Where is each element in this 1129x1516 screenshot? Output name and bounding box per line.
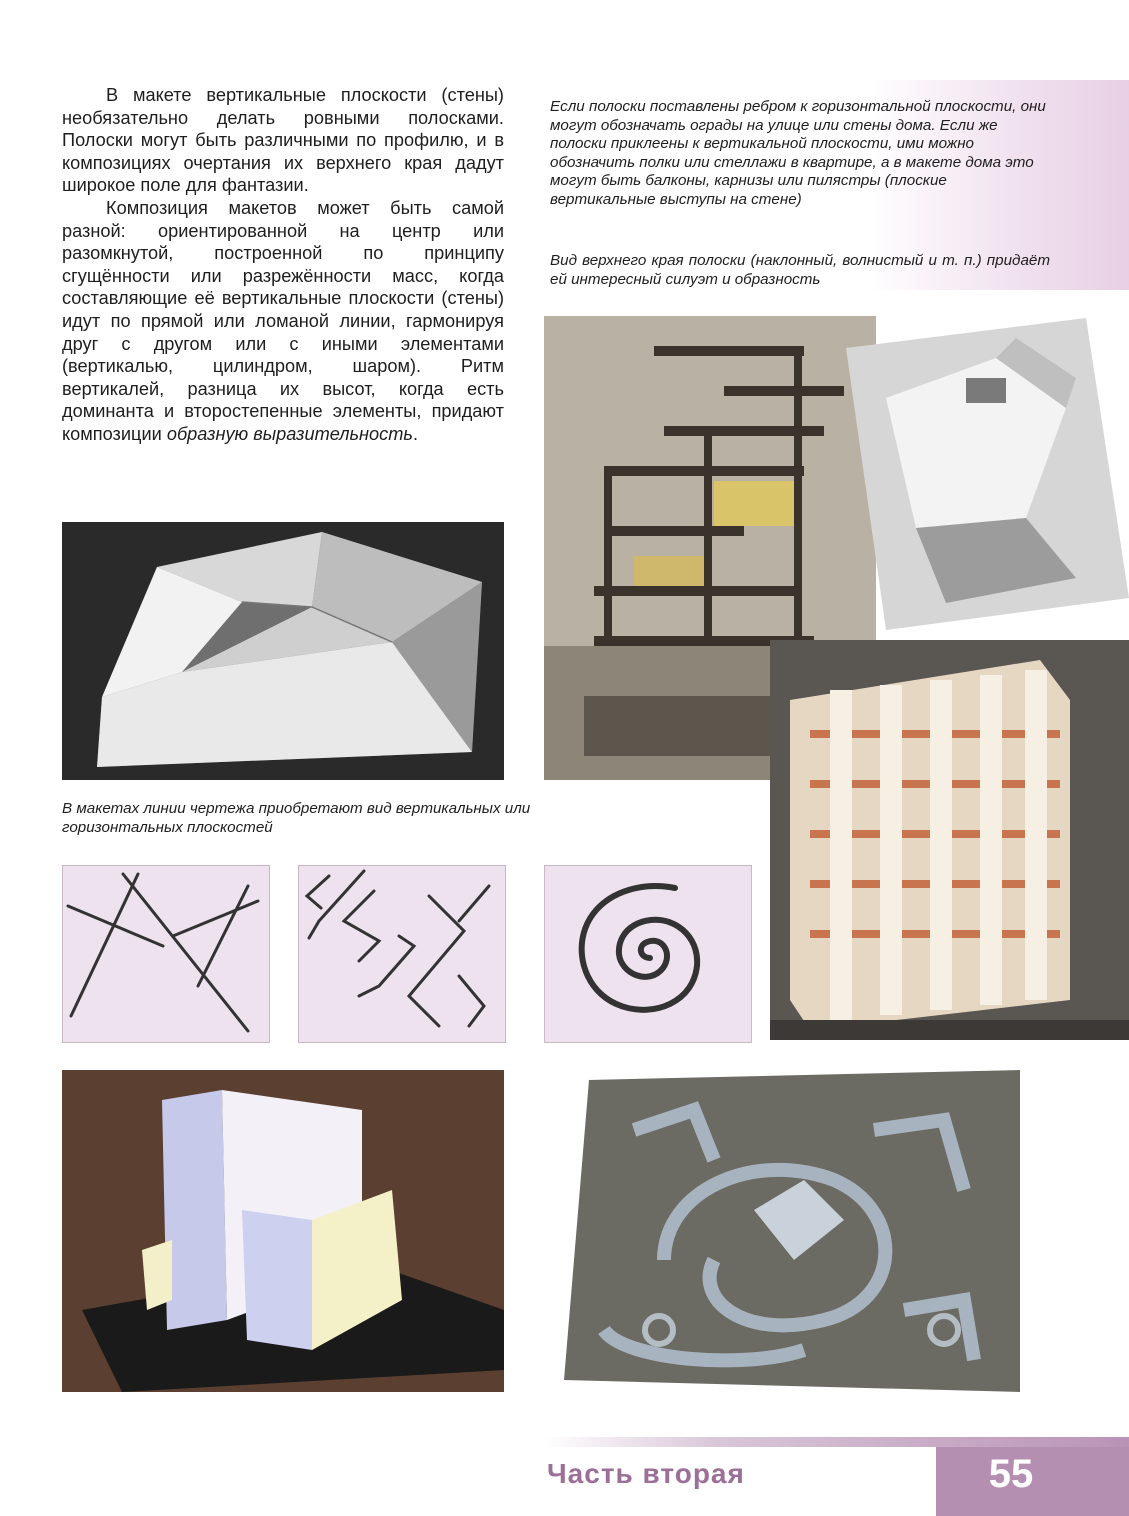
photo-tower-model (770, 640, 1129, 1040)
caption-middle-left: В макетах линии чертежа приобретают вид вертикальных или горизонтальных плоскостей (62, 800, 531, 836)
section-title: Часть вторая (547, 1458, 745, 1489)
paragraph-2-end: . (412, 423, 419, 444)
photo-spiral-model (544, 1070, 1020, 1392)
photo-wall-model (62, 1070, 504, 1392)
paragraph-2 (62, 197, 504, 446)
photo-folded-paper (62, 522, 504, 780)
photo-white-model (846, 318, 1129, 630)
diagram-spiral (544, 865, 752, 1043)
body-text (62, 84, 504, 446)
paragraph-2-emphasis: образную выразительность (166, 423, 413, 444)
page-number: 55 (988, 1452, 1034, 1496)
caption-right-top: Если полоски поставлены ребром к горизонтальной плоскости, они могут обозначать ограды на улице или стены дома. Если же полоски приклеены к вертикальной плоскости, ими можно обозначить полки или стеллажи в квартире, а в макете дома это могут быть балконы, карнизы или пилястры (плоские вертикальные выступы на стене) (550, 98, 1046, 208)
diagram-zigzag-lines (298, 865, 506, 1043)
footer-bar (544, 1437, 1129, 1447)
paragraph-1: В макете вертикальные плоскости (стены) необязательно делать ровными полосками. Полоски могут быть различными по профилю, и в композициях очертания их верхнего края дадут широкое поле для фантазии. (62, 85, 504, 196)
diagram-crossing-lines (62, 865, 270, 1043)
caption-right-second: Вид верхнего края полоски (наклонный, волнистый и т. п.) придаёт ей интересный силуэт и образность (550, 252, 1050, 288)
paragraph-2-text: Композиция макетов может быть самой разной: ориентированной на центр или разомкнутой, построенной по принципу сгущённости или разрежённости масс, когда составляющие её вертикальные плоскости (стены) идут по прямой или ломаной линии, гармонируя друг с другом или с иными элементами (вертикалью, цилиндром, шаром). Ритм вертикалей, разница их высот, когда есть доминанта и второстепенные элементы, придают композиции (62, 197, 504, 444)
